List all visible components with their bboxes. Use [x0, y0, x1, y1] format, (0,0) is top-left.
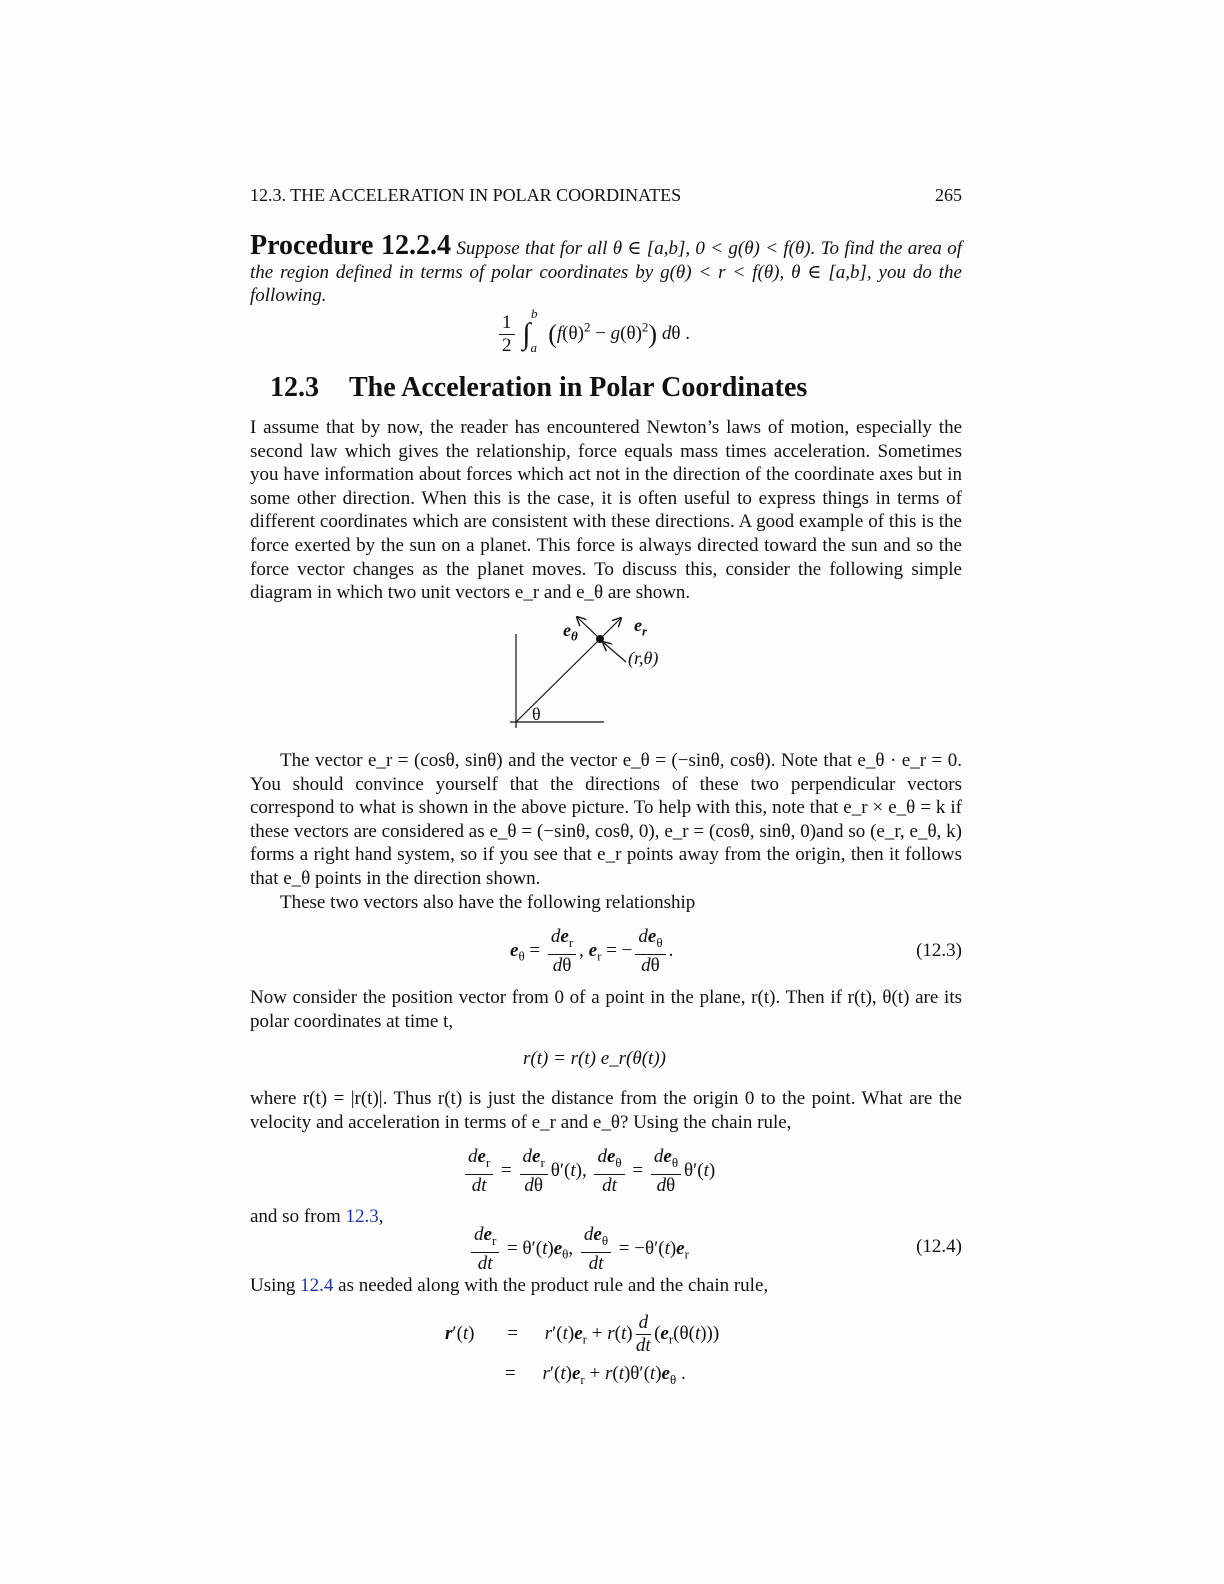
paragraph-position-vector: Now consider the position vector from 0 of a point in the plane, r(t). Then if r(t), θ(t) are its polar coordinates at time t, [250, 987, 962, 1032]
page-number: 265 [935, 185, 962, 205]
label-e-r: $e_r$ [634, 615, 648, 639]
procedure-text: Suppose that for all θ ∈ [a,b], 0 < g(θ) < f(θ). To find the area of the region defined in terms of polar coordinates by g(θ) < r < f(θ), θ ∈ [a,b], you do the following. [250, 238, 963, 307]
paragraph-unit-vectors: The vector e_r = (cosθ, sinθ) and the vector e_θ = (−sinθ, cosθ). Note that e_θ · e_r = 0. You should convince yourself that the directions of these two perpendicular vectors correspond to what is shown in the above picture. To help with this, note that e_r × e_θ = k if these vectors are considered as e_θ = (−sinθ, cosθ, 0), e_r = (cosθ, sinθ, 0)and so (e_r, e_θ, k) forms a right hand system, so if you see that e_r points away from the origin, then it follows that e_θ points in the direction shown. [250, 750, 962, 889]
paragraph-product-rule [250, 1274, 962, 1298]
equation-chain-rule: $\frac{de_r}{dt}$ = $\frac{de_r}{d\theta}$ θ′(t), $\frac{de_\theta}{dt}$ = $\frac{de_\theta}{d\theta}$ θ′(t) [462, 1146, 715, 1197]
label-angle: θ [532, 704, 541, 724]
equation-12-4: $\frac{de_r}{dt}$ = $\theta'(t)e_\theta$, $\frac{de_\theta}{dt}$ = $-\theta'(t)e_r$ [468, 1224, 689, 1275]
e-theta-arrow [578, 618, 600, 639]
para6-text: and so from [250, 1206, 346, 1227]
section-number: 12.3 [270, 372, 319, 403]
equation-label-12-4: (12.4) [916, 1236, 962, 1257]
polar-unit-vectors-diagram [500, 612, 690, 732]
link-12-3[interactable]: 12.3 [345, 1206, 379, 1227]
link-12-4[interactable]: 12.4 [300, 1275, 334, 1296]
equation-position: r(t) = r(t) e_r(θ(t)) [523, 1048, 666, 1069]
paragraph-relationship: These two vectors also have the following relationship [280, 892, 696, 913]
running-header [250, 185, 962, 206]
equation-label-12-3: (12.3) [916, 940, 962, 961]
para7-tail: as needed along with the product rule and the chain rule, [333, 1275, 769, 1296]
equation-velocity: $r'(t) = r'(t)e_r + r(t)$ $\frac{d}{dt}$ $(e_r(\theta(t)))$ = $r'(t)e_r + r(t)\theta'(t)e_\theta$ . [445, 1312, 720, 1387]
label-e-theta: $e_\theta$ [563, 620, 578, 644]
radius-line [516, 639, 600, 722]
para7-text: Using [250, 1275, 301, 1296]
running-title: 12.3. THE ACCELERATION IN POLAR COORDINATES [250, 185, 682, 205]
point-pointer-arrow [604, 643, 626, 662]
label-point: (r,θ) [628, 648, 659, 668]
section-heading [270, 372, 807, 404]
equation-12-3: $e_\theta$ = $\frac{de_r}{d\theta}$ , $e_r$ = − $\frac{de_\theta}{d\theta}$ . [510, 926, 674, 976]
paragraph-chain-rule: where r(t) = |r(t)|. Thus r(t) is just the distance from the origin 0 to the point. What are the velocity and acceleration in terms of e_r and e_θ? Using the chain rule, [250, 1088, 962, 1133]
para6-tail: , [378, 1206, 384, 1227]
section-title: The Acceleration in Polar Coordinates [349, 372, 808, 403]
e-r-arrow [600, 619, 620, 639]
procedure-heading: Procedure 12.2.4 [250, 230, 451, 261]
procedure-formula: $\frac{1}{2}$ $\int_a^b$ $(f(\theta)^2 - g(\theta)^2)$ dθ . [496, 312, 690, 357]
paragraph-intro: I assume that by now, the reader has encountered Newton’s laws of motion, especially the second law which gives the relationship, force equals mass times acceleration. Sometimes you have information about forces which act not in the direction of the coordinate axes but in some other direction. When this is the case, it is often useful to express things in terms of different coordinates which are consistent with these directions. A good example of this is the force exerted by the sun on a planet. This force is always directed toward the sun and so the force vector changes as the planet moves. To discuss this, consider the following simple diagram in which two unit vectors e_r and e_θ are shown. [250, 417, 962, 604]
procedure-block [250, 230, 963, 308]
